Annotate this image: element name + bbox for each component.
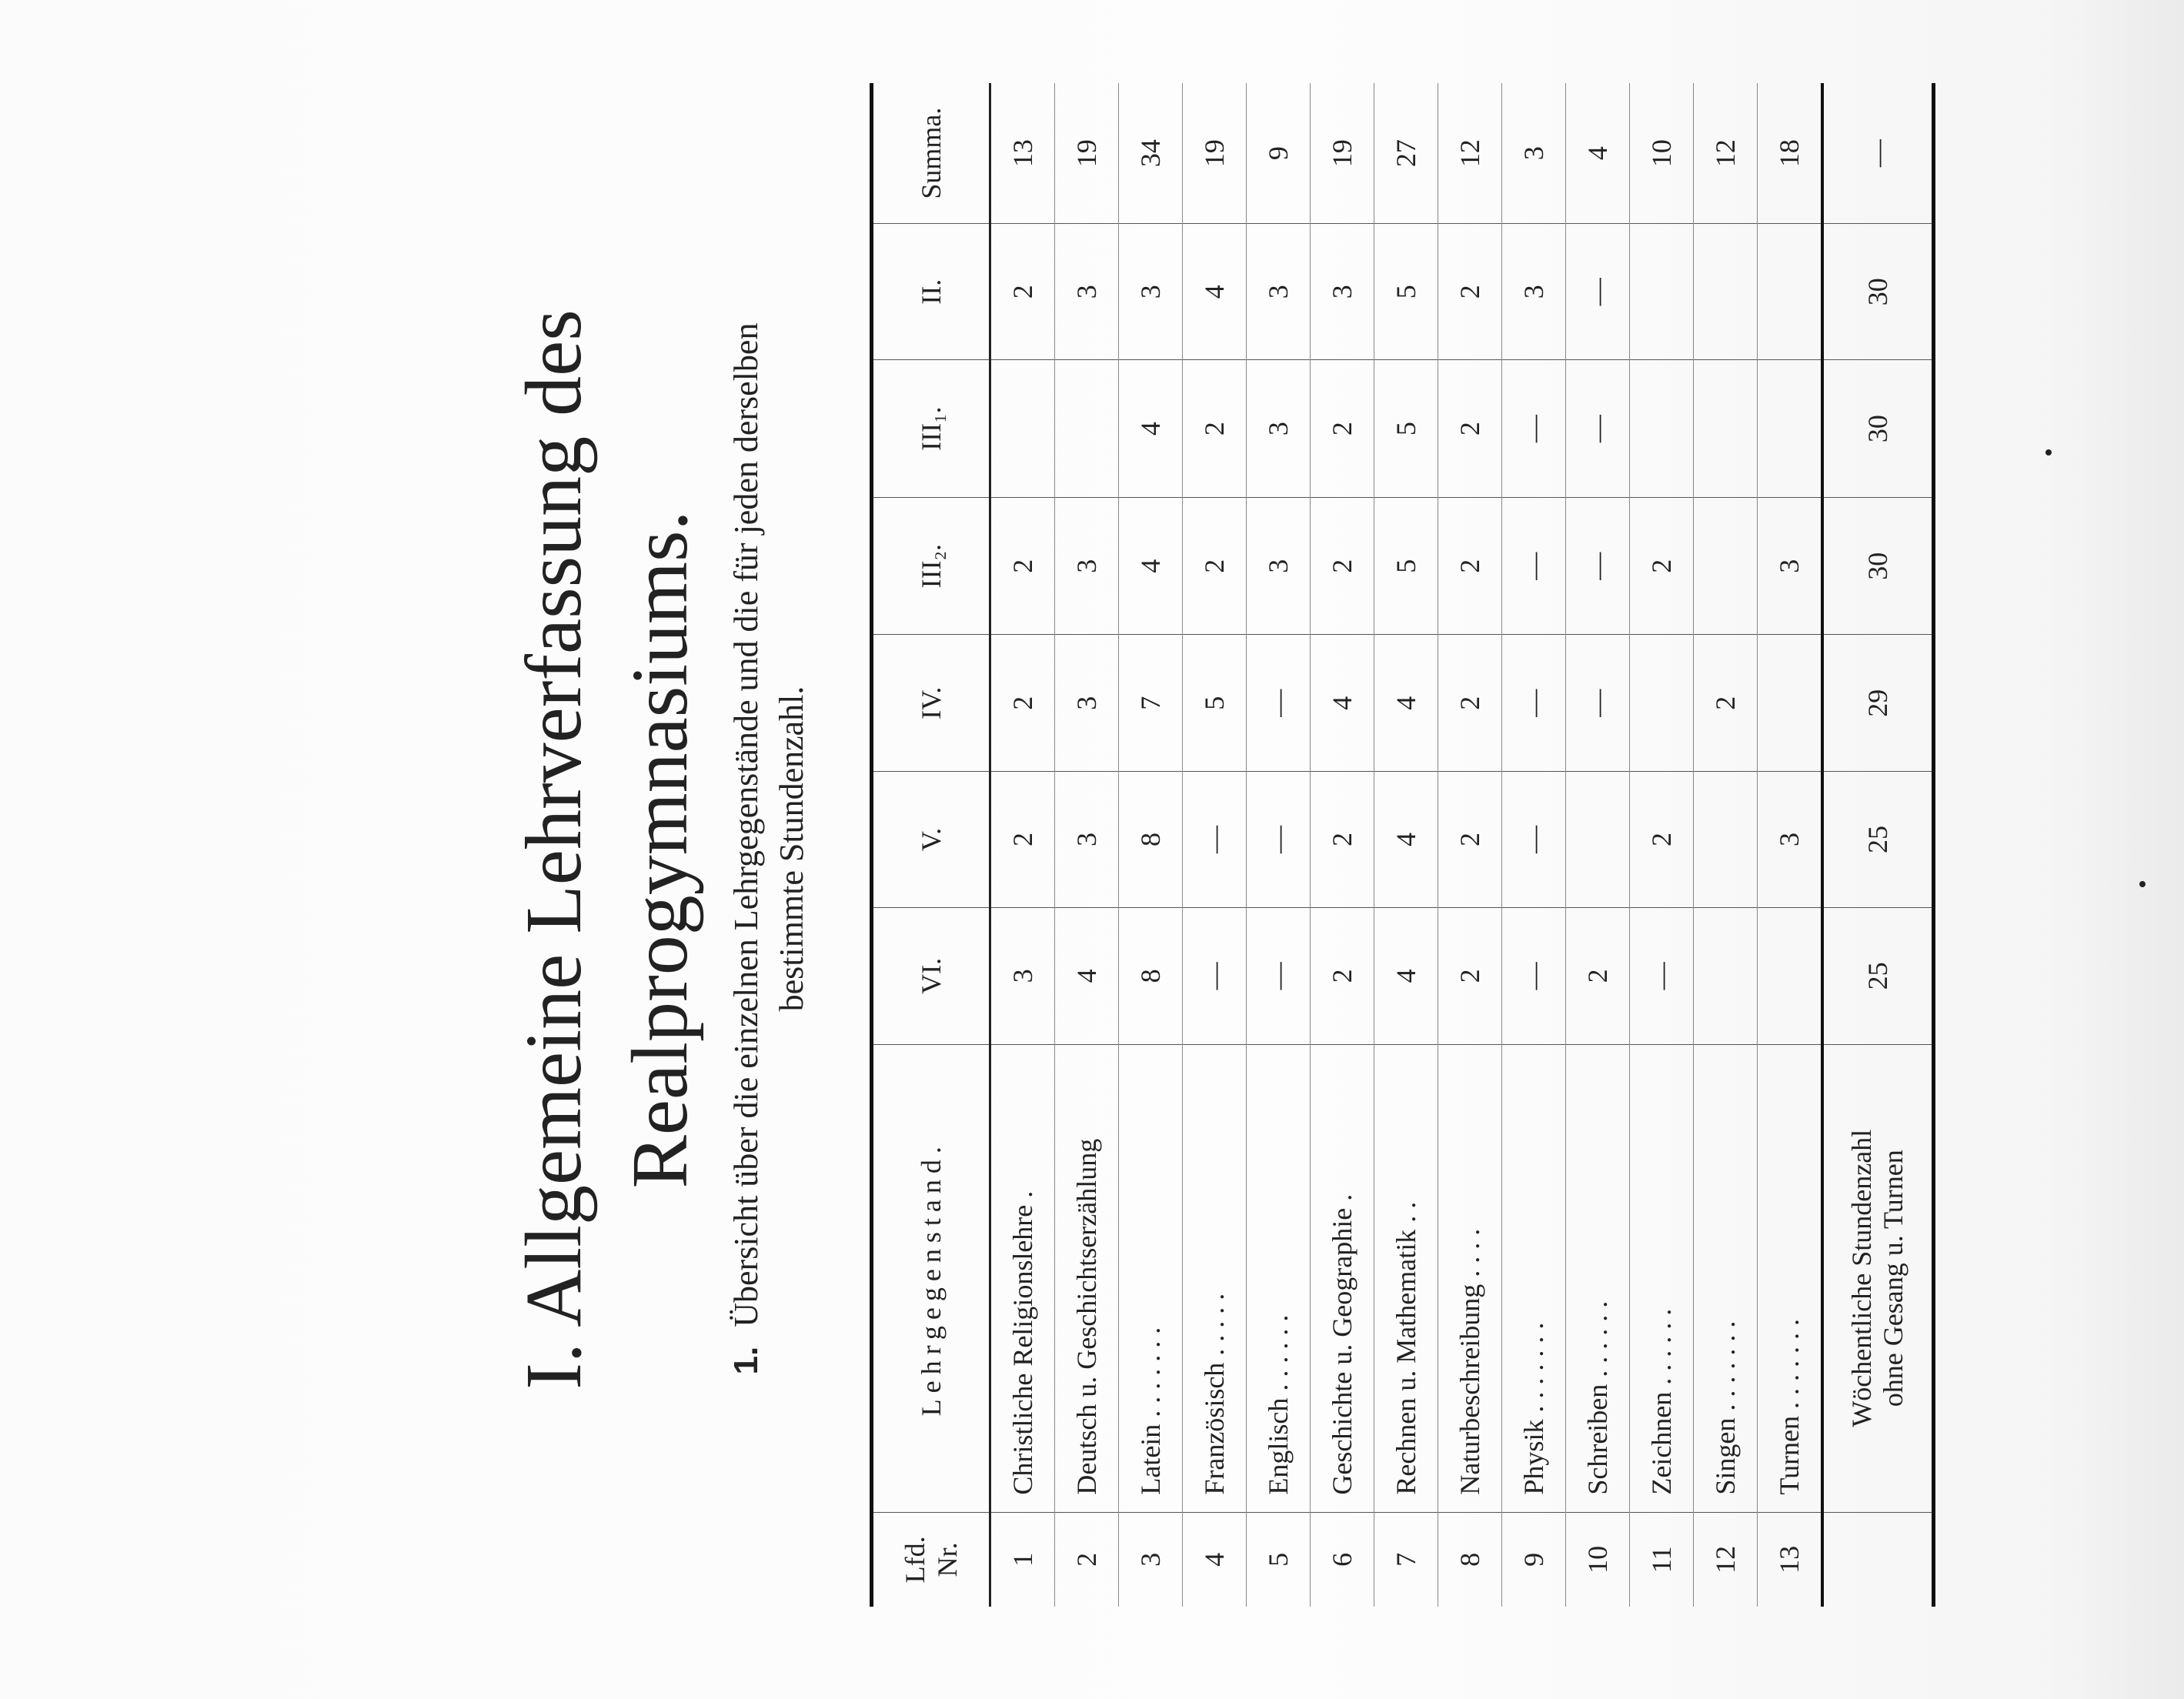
title-line-1: I. Allgemeine Lehrverfassung des [509,309,598,1390]
cell-v: — [1502,771,1566,907]
cell-iii2: 2 [1183,497,1247,635]
cell-ii: — [1566,224,1630,360]
row-nr: 8 [1438,1512,1502,1607]
cell-iii2: 3 [1247,497,1311,635]
row-subject: Latein . . . . . . . [1119,1044,1183,1512]
row-nr: 3 [1119,1512,1183,1607]
cell-v: — [1183,771,1247,907]
cell-vi: — [1630,908,1694,1045]
cell-iv: 5 [1183,635,1247,771]
total-iii2: 30 [1822,497,1934,635]
cell-v: 4 [1374,771,1438,907]
cell-iii2: 5 [1374,497,1438,635]
cell-vi: 4 [1055,908,1119,1045]
row-nr: 5 [1247,1512,1311,1607]
total-iii1: 30 [1822,360,1934,498]
cell-ii [1694,224,1758,360]
cell-v: — [1247,771,1311,907]
cell-v [1694,771,1758,907]
header-summa: Summa. [872,83,990,224]
cell-v: 2 [1438,771,1502,907]
cell-vi: 2 [1438,908,1502,1045]
total-label-line-1: Wöchentliche Stundenzahl [1845,1129,1877,1427]
row-sum: 19 [1055,83,1119,224]
header-nr: Lfd. Nr. [872,1512,990,1607]
cell-iii1: 3 [1247,360,1311,498]
row-subject: Turnen . . . . . . . [1758,1044,1823,1512]
table-row [990,83,1055,1607]
cell-iii2: 3 [1758,497,1823,635]
row-sum: 9 [1247,83,1311,224]
total-nr [1822,1512,1934,1607]
cell-vi: — [1183,908,1247,1045]
table-row [1758,83,1823,1607]
header-iv: IV. [872,635,990,771]
cell-iv [1758,635,1823,771]
cell-iii1: — [1502,360,1566,498]
cell-ii: 3 [1502,224,1566,360]
cell-ii: 2 [1438,224,1502,360]
cell-iii2: 2 [990,497,1055,635]
intro-text: Übersicht über die einzelnen Lehrgegenstände und die für jeden derselben [727,322,765,1327]
cell-iii2: 2 [1438,497,1502,635]
cell-ii: 4 [1183,224,1247,360]
table-row [1183,83,1247,1607]
cell-ii [1630,224,1694,360]
cell-vi: 3 [990,908,1055,1045]
cell-ii: 3 [1119,224,1183,360]
cell-ii: 3 [1311,224,1374,360]
cell-iii1 [1630,360,1694,498]
intro-paragraph [723,98,815,1599]
cell-iv: 3 [1055,635,1119,771]
intro-number: 1. [727,1346,765,1375]
cell-iv: 2 [1694,635,1758,771]
row-sum: 18 [1758,83,1823,224]
row-sum: 12 [1694,83,1758,224]
cell-iii1 [1694,360,1758,498]
total-row [1822,83,1934,1607]
row-sum: 27 [1374,83,1438,224]
table-row [1694,83,1758,1607]
cell-iii2: 2 [1630,497,1694,635]
row-sum: 19 [1311,83,1374,224]
row-subject: Deutsch u. Geschichtserzählung [1055,1044,1119,1512]
speck [2139,881,2146,887]
total-vi: 25 [1822,908,1934,1045]
cell-ii: 3 [1055,224,1119,360]
total-sum: — [1822,83,1934,224]
header-subject: Lehrgegenstand. [872,1044,990,1512]
table-row [1566,83,1630,1607]
row-subject: Zeichnen . . . . . . [1630,1044,1694,1512]
cell-ii: 5 [1374,224,1438,360]
row-nr: 11 [1630,1512,1694,1607]
table-row [1055,83,1119,1607]
cell-iii1 [990,360,1055,498]
cell-iii1: — [1566,360,1630,498]
cell-iii2: 2 [1311,497,1374,635]
header-vi: VI. [872,908,990,1045]
row-nr: 4 [1183,1512,1247,1607]
table-row [1438,83,1502,1607]
cell-v: 8 [1119,771,1183,907]
cell-iv: 7 [1119,635,1183,771]
cell-v: 2 [990,771,1055,907]
cell-v [1566,771,1630,907]
cell-iii1 [1055,360,1119,498]
row-sum: 4 [1566,83,1630,224]
cell-iii1: 2 [1183,360,1247,498]
cell-iii2: — [1566,497,1630,635]
cell-iv: 2 [1438,635,1502,771]
title-line-2: Realprogymnasiums. [615,510,704,1189]
header-v: V. [872,771,990,907]
cell-iv: 2 [990,635,1055,771]
row-subject: Singen . . . . . . . [1694,1044,1758,1512]
row-subject: Rechnen u. Mathematik . . [1374,1044,1438,1512]
cell-iii1: 2 [1311,360,1374,498]
cell-iv: 4 [1374,635,1438,771]
cell-vi: — [1247,908,1311,1045]
table-body [990,83,1934,1607]
row-sum: 19 [1183,83,1247,224]
cell-iii1: 4 [1119,360,1183,498]
cell-vi: 2 [1566,908,1630,1045]
row-nr: 1 [990,1512,1055,1607]
row-sum: 34 [1119,83,1183,224]
total-v: 25 [1822,771,1934,907]
row-subject: Physik . . . . . . . [1502,1044,1566,1512]
row-sum: 13 [990,83,1055,224]
cell-iv: 4 [1311,635,1374,771]
header-ii: II. [872,224,990,360]
cell-vi: 4 [1374,908,1438,1045]
cell-vi: — [1502,908,1566,1045]
cell-iii2: 3 [1055,497,1119,635]
table-row [1502,83,1566,1607]
total-ii: 30 [1822,224,1934,360]
row-nr: 7 [1374,1512,1438,1607]
cell-vi [1758,908,1823,1045]
cell-iii2: — [1502,497,1566,635]
intro-text-line-2: bestimmte Stundenzahl. [773,686,811,1012]
row-sum: 12 [1438,83,1502,224]
table-row [1311,83,1374,1607]
row-subject: Geschichte u. Geographie . [1311,1044,1374,1512]
row-nr: 6 [1311,1512,1374,1607]
row-subject: Naturbeschreibung . . . . [1438,1044,1502,1512]
table-row [1247,83,1311,1607]
cell-iv: — [1247,635,1311,771]
header-iii1: III₁. [872,360,990,498]
row-nr: 2 [1055,1512,1119,1607]
lesson-hours-table [870,83,1935,1607]
cell-iii1: 5 [1374,360,1438,498]
row-subject: Christliche Religionslehre . [990,1044,1055,1512]
cell-v: 3 [1758,771,1823,907]
cell-ii [1758,224,1823,360]
row-subject: Französisch . . . . . [1183,1044,1247,1512]
row-nr: 9 [1502,1512,1566,1607]
cell-iii1 [1758,360,1823,498]
cell-iii2 [1694,497,1758,635]
row-subject: Schreiben . . . . . . [1566,1044,1630,1512]
row-nr: 12 [1694,1512,1758,1607]
cell-iii2: 4 [1119,497,1183,635]
cell-vi: 8 [1119,908,1183,1045]
row-nr: 13 [1758,1512,1823,1607]
table-row [1374,83,1438,1607]
cell-v: 3 [1055,771,1119,907]
cell-v: 2 [1311,771,1374,907]
cell-vi: 2 [1311,908,1374,1045]
row-sum: 10 [1630,83,1694,224]
cell-ii: 2 [990,224,1055,360]
header-iii2: III₂. [872,497,990,635]
row-sum: 3 [1502,83,1566,224]
cell-iv [1630,635,1694,771]
total-label-line-2: ohne Gesang u. Turnen [1878,1150,1908,1407]
cell-vi [1694,908,1758,1045]
table-header-row [872,83,990,1607]
total-iv: 29 [1822,635,1934,771]
section-title [508,0,706,1699]
cell-iii1: 2 [1438,360,1502,498]
total-label [1822,1044,1934,1512]
cell-iv: — [1566,635,1630,771]
speck [2045,449,2052,456]
row-nr: 10 [1566,1512,1630,1607]
table-row [1119,83,1183,1607]
row-subject: Englisch . . . . . . [1247,1044,1311,1512]
cell-ii: 3 [1247,224,1311,360]
cell-v: 2 [1630,771,1694,907]
cell-iv: — [1502,635,1566,771]
table-row [1630,83,1694,1607]
